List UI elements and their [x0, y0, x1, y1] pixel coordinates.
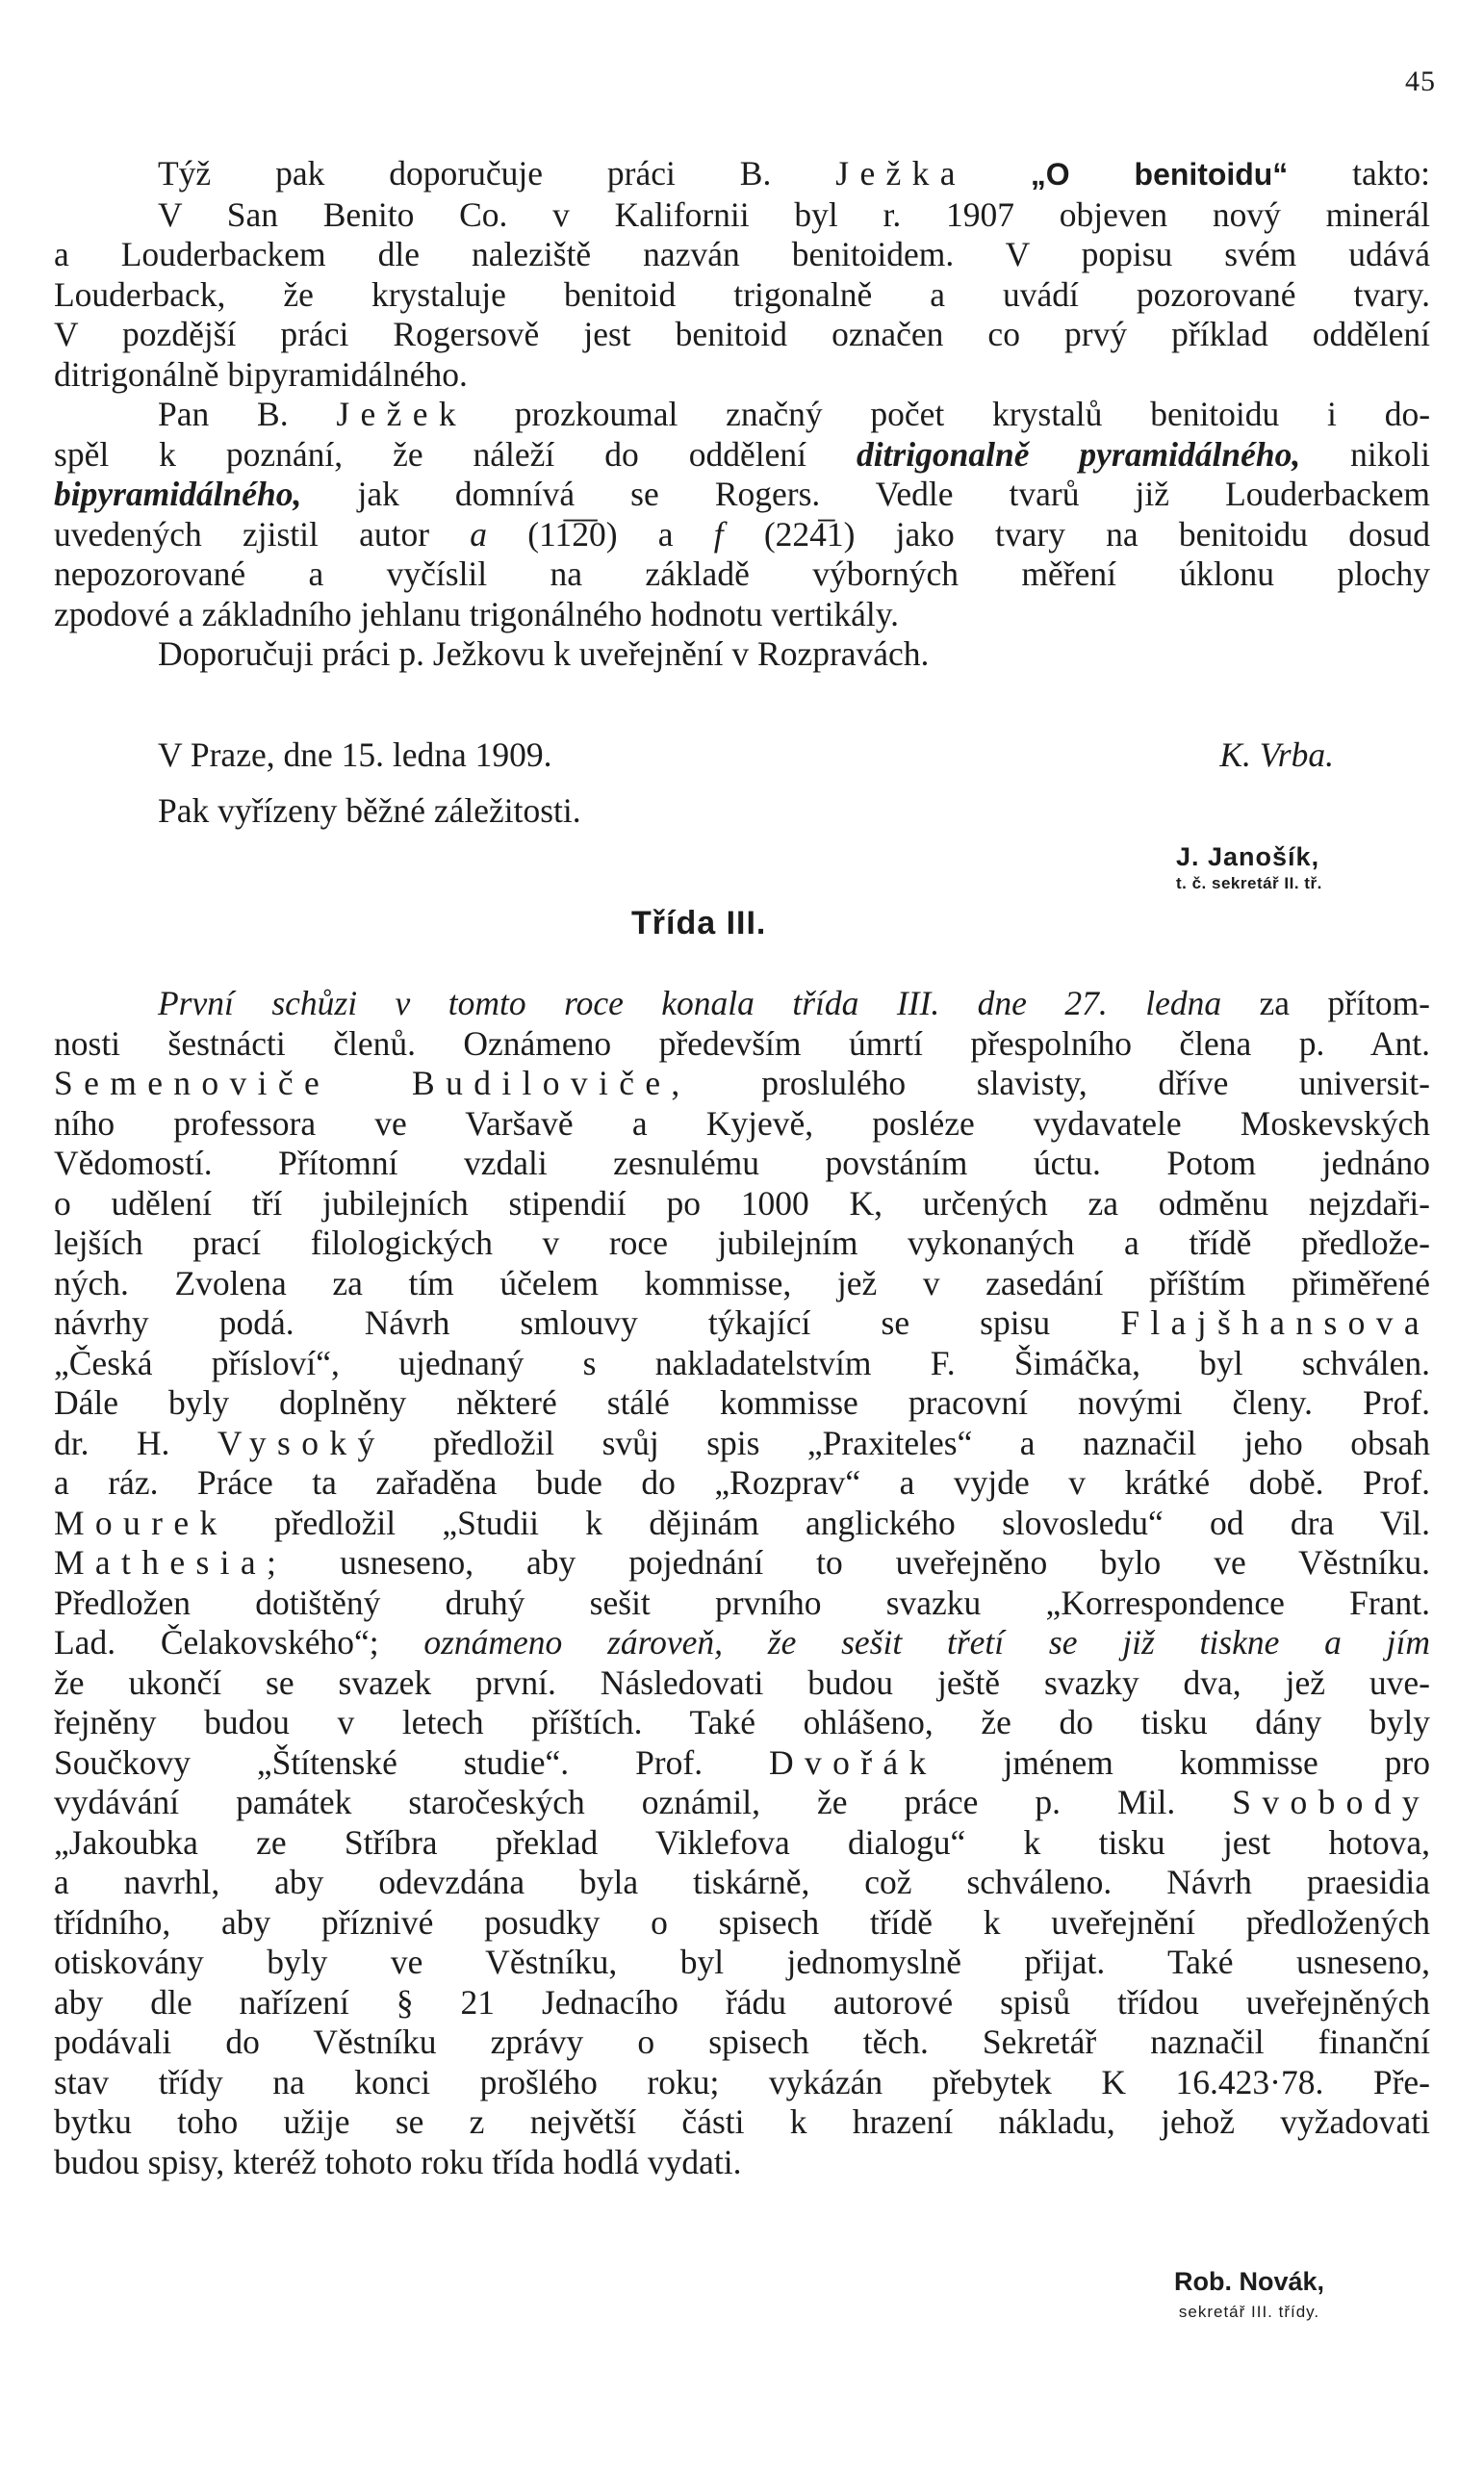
paragraph-benitoid: [54, 154, 1430, 675]
text-line: [54, 154, 1430, 195]
text-run: předložil svůj spis „Praxiteles“ a naznačil jeho obsah: [433, 1423, 1431, 1462]
text-line: budou spisy, kteréž tohoto roku třída hodlá vydati.: [54, 2142, 742, 2181]
signature-role: t. č. sekretář II. tř.: [1176, 874, 1322, 892]
text-run: Týž pak doporučuje práci B.: [158, 154, 772, 193]
text-run: (224̅1) jako tvary na benitoidu dosud: [763, 514, 1431, 554]
text-run: dr. H.: [54, 1423, 170, 1462]
text-line: [54, 1543, 1430, 1584]
italic-term: bipyramidálného,: [54, 475, 302, 513]
work-title: „O benitoidu“: [1030, 157, 1289, 192]
spaced-name: Ježka: [835, 154, 966, 193]
italic-term: ditrigonalně pyramidálného,: [856, 434, 1301, 474]
text-line: Vědomostí. Přítomní vzdali zesnulému povstáním úctu. Potom jednáno: [54, 1144, 1430, 1182]
spaced-name: Flajšhansova: [1120, 1303, 1431, 1342]
spaced-name: Mourek: [54, 1503, 228, 1542]
text-line: Doporučuji práci p. Ježkovu k uveřejnění v Rozpravách.: [158, 634, 930, 673]
italic-run: První schůzi v tomto roce konala třída III. dne 27. ledna: [158, 984, 1222, 1022]
signature-janosik: [1176, 842, 1322, 893]
text-run: vydávání památek staročeských oznámil, že práce p. Mil.: [54, 1783, 1176, 1821]
text-line: „Česká přísloví“, ujednaný s nakladatelstvím F. Šimáčka, byl schválen.: [54, 1343, 1430, 1382]
text-run: uvedených zjistil autor: [54, 514, 430, 554]
text-run: za přítom-: [1259, 984, 1430, 1022]
text-line: že ukončí se svazek první. Následovati budou ještě svazky dva, jež uve-: [54, 1662, 1430, 1702]
text-line: bytku toho užije se z největší části k hrazení nákladu, jehož vyžadovati: [54, 2102, 1430, 2141]
text-line: [54, 1303, 1430, 1344]
spaced-name: Mathesia;: [54, 1543, 288, 1582]
text-run: jménem kommisse pro: [1003, 1742, 1430, 1782]
text-run: Lad. Čelakovského“;: [54, 1623, 379, 1662]
italic-symbol: a: [470, 514, 487, 554]
page-number: 45: [1405, 65, 1436, 97]
text-line: V San Benito Co. v Kalifornii byl r. 1907 objeven nový minerál: [158, 194, 1430, 234]
text-line: otiskovány byly ve Věstníku, byl jednomyslně přijat. Také usneseno,: [54, 1943, 1430, 1981]
text-line: [54, 515, 1430, 555]
signature-role: sekretář III. třídy.: [1178, 2303, 1320, 2321]
text-line: ných. Zvolena za tím účelem kommisse, jež v zasedání příštím přiměřené: [54, 1263, 1430, 1302]
spaced-name: Dvořák: [768, 1742, 937, 1782]
text-line: Pak vyřízeny běžné záležitosti.: [158, 791, 581, 830]
italic-run: oznámeno zároveň, že sešit třetí se již tiskne a jím: [423, 1623, 1430, 1662]
text-line: podávali do Věstníku zprávy o spisech těch. Sekretář naznačil finanční: [54, 2023, 1430, 2061]
text-line: [54, 1504, 1430, 1544]
text-line: a Louderbackem dle naleziště nazván benitoidem. V popisu svém udává: [54, 235, 1430, 273]
text-line: [54, 1064, 1430, 1104]
text-line: nosti šestnácti členů. Oznámeno především úmrtí přespolního člena p. Ant.: [54, 1023, 1430, 1063]
text-line: nepozorované a vyčíslil na základě výborných měření úklonu plochy: [54, 554, 1430, 593]
text-line: ního professora ve Varšavě a Kyjevě, posléze vydavatele Moskevských: [54, 1103, 1430, 1143]
text-line: lejších prací filologických v roce jubilejním vykonaných a třídě předlože-: [54, 1224, 1430, 1262]
spaced-name: Semenoviče Budiloviče,: [54, 1064, 691, 1102]
text-line: řejněny budou v letech příštích. Také ohlášeno, že do tisku dány byly: [54, 1703, 1430, 1741]
text-line: Dále byly doplněny některé stálé kommisse pracovní novými členy. Prof.: [54, 1383, 1430, 1422]
paragraph-pak: [54, 791, 1430, 832]
signature-novak: [1174, 2267, 1324, 2322]
signature-name: Rob. Novák,: [1174, 2267, 1325, 2296]
text-line: [54, 1424, 1430, 1464]
text-run: takto:: [1352, 154, 1430, 193]
spaced-name: Vysoký: [217, 1423, 386, 1462]
text-line: [54, 435, 1430, 476]
text-run: Součkovy „Štítenské studie“. Prof.: [54, 1742, 704, 1782]
text-line: [54, 984, 1430, 1024]
text-run: spěl k poznání, že náleží do oddělení: [54, 434, 806, 474]
text-run: proslulého slavisty, dříve universit-: [761, 1064, 1430, 1102]
text-line: stav třídy na konci prošlého roku; vykázán přebytek K 16.423·78. Pře-: [54, 2062, 1430, 2101]
text-run: předložil „Studii k dějinám anglického slovosledu“ od dra Vil.: [273, 1503, 1430, 1542]
text-line: [54, 395, 1430, 435]
text-run: návrhy podá. Návrh smlouvy týkající se spisu: [54, 1303, 1051, 1342]
text-run: jak domnívá se Rogers. Vedle tvarů již Louderbackem: [357, 475, 1430, 513]
text-line: zpodové a základního jehlanu trigonálného hodnotu vertikály.: [54, 594, 900, 633]
section-heading: Třída III.: [631, 905, 767, 941]
spaced-name: Ježek: [336, 395, 467, 433]
text-line: [54, 475, 1430, 515]
text-line: [54, 1743, 1430, 1784]
text-line: a navrhl, aby odevzdána byla tiskárně, což schváleno. Návrh praesidia: [54, 1863, 1430, 1901]
text-line: Louderback, že krystaluje benitoid trigonalně a uvádí pozorované tvary.: [54, 274, 1430, 314]
place-date: V Praze, dne 15. ledna 1909.: [158, 735, 552, 774]
text-line: o udělení tří jubilejních stipendií po 1000 K, určených za odměnu nejzdaři-: [54, 1183, 1430, 1223]
signer-vrba: K. Vrba.: [1219, 735, 1334, 774]
signature-name: J. Janošík,: [1176, 842, 1320, 871]
text-run: Pan B.: [158, 395, 289, 433]
text-run: nikoli: [1350, 434, 1431, 474]
text-line: „Jakoubka ze Stříbra překlad Viklefova dialogu“ k tisku jest hotova,: [54, 1822, 1430, 1862]
text-line: V pozdější práci Rogersově jest benitoid označen co prvý příklad oddělení: [54, 315, 1430, 353]
spaced-name: Svobody: [1232, 1783, 1431, 1821]
text-line: [54, 1783, 1430, 1823]
text-line: Předložen dotištěný druhý sešit prvního svazku „Korrespondence Frant.: [54, 1583, 1430, 1622]
paragraph-class-iii: [54, 984, 1430, 2182]
text-line: a ráz. Práce ta zařaděna bude do „Rozprav“ a vyjde v krátké době. Prof.: [54, 1463, 1430, 1502]
text-run: (11̅2̅0) a: [527, 514, 674, 554]
text-line: třídního, aby příznivé posudky o spisech třídě k uveřejnění předložených: [54, 1902, 1430, 1942]
text-line: [54, 1623, 1430, 1663]
text-run: prozkoumal značný počet krystalů benitoidu i do-: [514, 395, 1431, 433]
text-run: usneseno, aby pojednání to uveřejněno bylo ve Věstníku.: [340, 1543, 1431, 1582]
text-line: aby dle nařízení § 21 Jednacího řádu autorové spisů třídou uveřejněných: [54, 1982, 1430, 2022]
text-line: ditrigonálně bipyramidálného.: [54, 354, 468, 394]
italic-symbol: f: [713, 514, 724, 554]
